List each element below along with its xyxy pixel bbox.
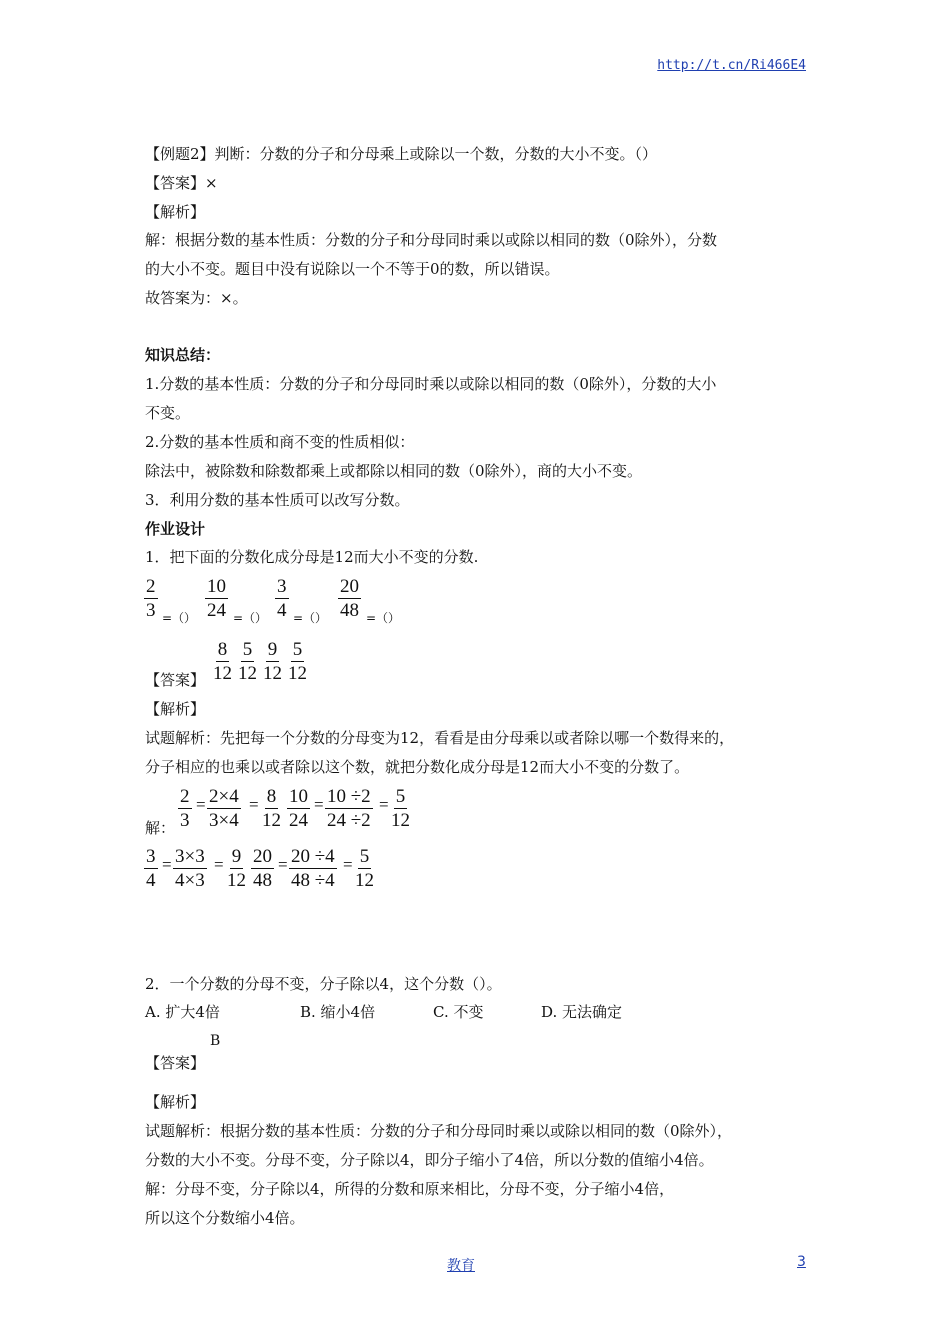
- example2-analysis-label: 【解析】: [145, 203, 206, 221]
- header-url-link[interactable]: http://t.cn/Ri466E4: [657, 58, 806, 73]
- q1-solution-label: 解：: [145, 819, 176, 837]
- eq-a2: [207, 785, 241, 832]
- q2-solution-line2: 所以这个分数缩小4倍。: [145, 1209, 305, 1227]
- q1-analysis-line1: 试题解析：先把每一个分数的分母变为12，看看是由分母乘以或者除以哪一个数得来的，: [145, 729, 735, 747]
- fraction-numerator: 3: [146, 846, 156, 867]
- eq-sign: =: [196, 795, 206, 814]
- fraction-numerator: 2: [180, 786, 190, 807]
- fraction-numerator: 10: [289, 786, 308, 807]
- fraction-numerator: 8: [217, 639, 228, 660]
- q1-analysis-line2: 分子相应的也乘以或者除以这个数，就把分数化成分母是12而大小不变的分数了。: [145, 758, 690, 776]
- fraction-denominator: 48 ÷4: [291, 870, 335, 891]
- q1-answer-fraction-4: [286, 638, 309, 685]
- homework-title: 作业设计: [145, 520, 206, 538]
- q2-option-c[interactable]: C. 不变: [433, 1003, 484, 1021]
- q2-analysis-label: 【解析】: [145, 1093, 206, 1111]
- eq-sign: =: [249, 795, 259, 814]
- example2-question: 【例题2】判断：分数的分子和分母乘上或除以一个数，分数的大小不变。（）: [145, 145, 658, 163]
- q1-analysis-label: 【解析】: [145, 700, 206, 718]
- summary-point2-line2: 除法中，被除数和除数都乘上或都除以相同的数（0除外），商的大小不变。: [145, 462, 643, 480]
- example2-answer: 【答案】×: [145, 174, 218, 192]
- summary-point2-line1: 2.分数的基本性质和商不变的性质相似：: [145, 433, 415, 451]
- eq-sign: =: [162, 855, 172, 874]
- summary-point3: 3．利用分数的基本性质可以改写分数。: [145, 491, 410, 509]
- fraction-denominator: 48: [253, 870, 272, 891]
- eq-b1: [287, 785, 310, 832]
- fraction-denominator: 12: [288, 663, 307, 684]
- eq-c1: [144, 845, 158, 892]
- q1-blank-2[interactable]: =（）: [233, 611, 268, 625]
- fraction-denominator: 12: [213, 663, 232, 684]
- q1-answer-fraction-3: [261, 638, 284, 685]
- q1-prompt: 1．把下面的分数化成分母是12而大小不变的分数.: [145, 548, 479, 566]
- eq-a3: [260, 785, 283, 832]
- q1-blank-3[interactable]: =（）: [293, 611, 328, 625]
- fraction-denominator: 12: [227, 870, 246, 891]
- fraction-denominator: 24: [289, 810, 308, 831]
- fraction-numerator: 9: [267, 639, 278, 660]
- fraction-denominator: 3×4: [209, 810, 239, 831]
- q1-answer-fraction-1: [211, 638, 234, 685]
- fraction-numerator: 5: [242, 639, 253, 660]
- fraction-numerator: 5: [359, 846, 370, 867]
- fraction-denominator: 4: [277, 600, 287, 621]
- fraction-denominator: 24 ÷2: [327, 810, 371, 831]
- eq-c2: [173, 845, 207, 892]
- q1-fraction-3: [275, 575, 289, 622]
- summary-point1-line1: 1.分数的基本性质：分数的分子和分母同时乘以或除以相同的数（0除外），分数的大小: [145, 375, 717, 393]
- fraction-numerator: 20 ÷4: [291, 846, 335, 867]
- fraction-numerator: 3: [277, 576, 287, 597]
- fraction-denominator: 12: [355, 870, 374, 891]
- eq-sign: =: [278, 855, 288, 874]
- summary-point1-line2: 不变。: [145, 404, 191, 422]
- q1-fraction-1: [144, 575, 158, 622]
- eq-b2: [325, 785, 373, 832]
- eq-sign: =: [314, 795, 324, 814]
- fraction-numerator: 3×3: [175, 846, 205, 867]
- q2-analysis-line1: 试题解析：根据分数的基本性质：分数的分子和分母同时乘以或除以相同的数（0除外），: [145, 1122, 733, 1140]
- fraction-denominator: 4×3: [175, 870, 205, 891]
- eq-a1: [178, 785, 192, 832]
- fraction-numerator: 5: [292, 639, 303, 660]
- eq-sign: =: [214, 855, 224, 874]
- fraction-numerator: 8: [266, 786, 277, 807]
- eq-d2: [289, 845, 337, 892]
- fraction-numerator: 5: [395, 786, 406, 807]
- eq-b3: [389, 785, 412, 832]
- fraction-numerator: 2×4: [209, 786, 239, 807]
- fraction-numerator: 20: [340, 576, 359, 597]
- q2-answer-value: B: [210, 1033, 221, 1049]
- q1-blank-4[interactable]: =（）: [366, 611, 401, 625]
- eq-c3: [225, 845, 248, 892]
- fraction-denominator: 4: [146, 870, 156, 891]
- q2-option-a[interactable]: A. 扩大4倍: [145, 1003, 220, 1021]
- fraction-denominator: 12: [262, 810, 281, 831]
- q2-prompt: 2．一个分数的分母不变，分子除以4，这个分数（）。: [145, 975, 502, 993]
- page-number: 3: [797, 1254, 806, 1270]
- q2-solution-line1: 解：分母不变，分子除以4，所得的分数和原来相比，分母不变，分子缩小4倍，: [145, 1180, 675, 1198]
- footer-link[interactable]: 教育: [447, 1258, 475, 1274]
- fraction-denominator: 24: [207, 600, 226, 621]
- example2-conclusion: 故答案为：×。: [145, 289, 248, 307]
- eq-d3: [353, 845, 376, 892]
- fraction-denominator: 48: [340, 600, 359, 621]
- q1-answer-fraction-2: [236, 638, 259, 685]
- q1-fraction-4: [338, 575, 361, 622]
- q2-analysis-line2: 分数的大小不变。分母不变，分子除以4，即分子缩小了4倍，所以分数的值缩小4倍。: [145, 1151, 714, 1169]
- fraction-numerator: 20: [253, 846, 272, 867]
- fraction-numerator: 10: [207, 576, 226, 597]
- q1-fraction-2: [205, 575, 228, 622]
- eq-sign: =: [379, 795, 389, 814]
- example2-analysis-line1: 解：根据分数的基本性质：分数的分子和分母同时乘以或除以相同的数（0除外），分数: [145, 231, 718, 249]
- fraction-denominator: 12: [391, 810, 410, 831]
- fraction-denominator: 12: [263, 663, 282, 684]
- fraction-numerator: 10 ÷2: [327, 786, 371, 807]
- q2-option-d[interactable]: D. 无法确定: [541, 1003, 623, 1021]
- q1-blank-1[interactable]: =（）: [162, 611, 197, 625]
- summary-title: 知识总结：: [145, 346, 221, 364]
- fraction-denominator: 12: [238, 663, 257, 684]
- fraction-numerator: 2: [146, 576, 156, 597]
- q2-option-b[interactable]: B. 缩小4倍: [300, 1003, 376, 1021]
- fraction-numerator: 9: [231, 846, 242, 867]
- fraction-denominator: 3: [180, 810, 190, 831]
- eq-sign: =: [343, 855, 353, 874]
- q1-answer-label: 【答案】: [145, 671, 206, 689]
- q2-answer-label: 【答案】: [145, 1054, 206, 1072]
- eq-d1: [251, 845, 274, 892]
- fraction-denominator: 3: [146, 600, 156, 621]
- example2-analysis-line2: 的大小不变。题目中没有说除以一个不等于0的数，所以错误。: [145, 260, 560, 278]
